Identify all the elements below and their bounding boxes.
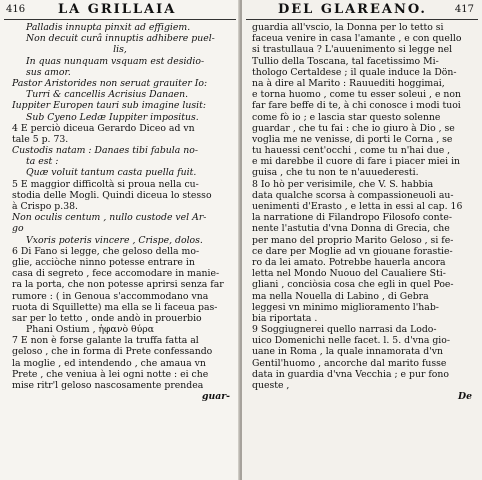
text-line: ra la porta, che non potesse aprirsi senza far bbox=[12, 279, 224, 291]
text-line: 5 E maggior difficoltà si proua nella cu- bbox=[12, 178, 199, 190]
text-line: data in guardia d'vna Vecchia ; e pur fono bbox=[252, 368, 449, 380]
text-line: geloso , che in forma di Prete confessando bbox=[12, 346, 213, 358]
left-page-header bbox=[0, 0, 240, 22]
text-line: Sub Cyeno Ledæ Iuppiter impositus. bbox=[26, 111, 199, 123]
text-line: casa di segreto , fece accomodare in manie- bbox=[12, 268, 220, 280]
text-line: Prete , che veniua à lei ogni notte : ei che bbox=[12, 368, 209, 380]
text-line: e torna huomo , come tu esser soleui , e non bbox=[252, 89, 461, 101]
text-line: la narratione di Filandropo Filosofo conte- bbox=[252, 212, 453, 224]
text-line: Non oculis centum , nullo custode vel Ar- bbox=[12, 212, 207, 224]
text-line: queste , bbox=[252, 380, 290, 391]
text-line: nente l'astutia d'vna Donna di Grecia, che bbox=[252, 223, 450, 235]
text-line: ta est : bbox=[26, 156, 59, 168]
text-line: Iuppiter Europen tauri sub imagine lusit: bbox=[12, 100, 206, 112]
text-line: uico Domenichi nelle facet. l. 5. d'vna gio- bbox=[252, 335, 451, 347]
text-line: 8 Io hò per verisimile, che V. S. habbia bbox=[252, 178, 434, 190]
text-line: 9 Soggiugnerei quello narrasi da Lodo- bbox=[252, 324, 437, 336]
text-line: far fare beffe di te, à chi conosce i modi tuoi bbox=[252, 100, 461, 112]
text-line: In quas nunquam vsquam est desidio- bbox=[26, 55, 205, 67]
text-line: ro da lei amato. Potrebbe hauerla ancora bbox=[252, 256, 446, 268]
right-page-header bbox=[242, 0, 482, 22]
right-page bbox=[242, 0, 482, 480]
text-line: Quæ voluit tantum casta puella fuit. bbox=[26, 167, 197, 179]
text-line: thologo Certaldese ; il quale induce la Dön- bbox=[252, 66, 457, 78]
text-line: 4 E perciò diceua Gerardo Diceo ad vn bbox=[12, 122, 195, 134]
right-page-text bbox=[242, 22, 482, 480]
header-rule bbox=[4, 19, 236, 20]
text-line: per mano del proprio Marito Geloso , si fe- bbox=[252, 234, 454, 246]
text-line: e mi darebbe il cuore di fare i piacer miei in bbox=[252, 156, 461, 168]
text-line: si trastullaua ? L'auuenimento si legge nel bbox=[252, 44, 453, 56]
header-rule bbox=[246, 19, 478, 20]
text-line: Palladis innupta pinxit ad effigiem. bbox=[26, 22, 191, 33]
text-line: 6 Di Fano si legge, che geloso della mo- bbox=[12, 245, 200, 257]
text-line: guardia all'vscio, la Donna per lo tetto si bbox=[252, 22, 444, 33]
text-line: faceua venire in casa l'amante , e con quello bbox=[252, 33, 462, 45]
text-line: voglia me ne venisse, di porti le Corna , se bbox=[252, 133, 453, 145]
text-line: tu hauessi cent'occhi , come tu n'hai due , bbox=[252, 145, 451, 157]
text-line: Turri & cancellis Acrisius Danaen. bbox=[26, 89, 189, 101]
text-line: uenimenti d'Erasto , e letta in essi al cap. 16 bbox=[252, 201, 463, 212]
text-line: Vxoris poteris vincere , Crispe, dolos. bbox=[26, 234, 203, 246]
text-line: la moglie , ed intendendo , che amaua vn bbox=[12, 357, 206, 369]
text-line: guisa , che tu non te n'auuederesti. bbox=[252, 167, 419, 179]
text-line: sus amor. bbox=[26, 66, 71, 78]
left-page-number: 416 bbox=[6, 4, 26, 15]
text-line: ruota di Squillette) ma ella se li faceua pas- bbox=[12, 301, 218, 313]
text-line: à Crispo p.38. bbox=[12, 201, 78, 212]
text-line: sar per lo tetto , onde andò in prouerbio bbox=[12, 312, 202, 324]
text-line: uane in Roma , la quale innamorata d'vn bbox=[252, 346, 443, 358]
text-line: leggesi vn minimo miglioramento l'hab- bbox=[252, 301, 439, 313]
text-line: na à dire al Marito : Rauuediti hoggimai, bbox=[252, 77, 445, 89]
text-line: Phani Ostium , ἡφανὸ θύρα bbox=[26, 324, 155, 336]
text-line: stodia delle Mogli. Quindi diceua lo stesso bbox=[12, 189, 212, 201]
text-line: Gentil'huomo , ancorche dal marito fusse bbox=[252, 357, 447, 369]
text-line: Custodis natam : Danaes tibi fabula no- bbox=[12, 145, 198, 157]
text-line: gliani , conciòsia cosa che egli in quel Poe- bbox=[252, 279, 454, 291]
text-line: rumore : ( in Genoua s'accommodano vna bbox=[12, 290, 209, 302]
left-page bbox=[0, 0, 240, 480]
right-running-title: DEL GLAREANO. bbox=[278, 2, 427, 17]
text-line: Non decuit curâ innuptis adhibere puel- bbox=[26, 33, 215, 45]
text-line: guardar , che tu fai : che io giuro à Dio , se bbox=[252, 122, 455, 134]
text-line: De bbox=[458, 391, 472, 403]
text-line: glie, acciòche ninno potesse entrare in bbox=[12, 256, 195, 268]
text-line: letta nel Mondo Nuouo del Caualiere Sti- bbox=[252, 268, 446, 280]
text-line: Tullio della Toscana, tal facetissimo Mi- bbox=[252, 55, 439, 67]
text-line: go bbox=[12, 223, 24, 235]
text-line: data qualche scorsa à compassioneuoli au- bbox=[252, 189, 454, 201]
text-line: lis, bbox=[113, 44, 127, 56]
text-line: 7 E non è forse galante la truffa fatta al bbox=[12, 335, 199, 347]
text-line: guar- bbox=[201, 391, 230, 403]
right-page-number: 417 bbox=[454, 4, 474, 15]
text-line: ma nella Nouella di Labino , di Gebra bbox=[252, 290, 429, 302]
text-line: come fò io ; e lascia star questo solenne bbox=[252, 111, 441, 123]
text-line: Pastor Aristorides non seruat grauiter Io: bbox=[12, 77, 208, 89]
text-line: ce dare per Moglie ad vn giouane forastie- bbox=[252, 245, 453, 257]
text-line: tale 5 p. 73. bbox=[12, 133, 69, 145]
text-line: mise ritr'l geloso nascosamente prendea bbox=[12, 380, 204, 391]
left-running-title: LA GRILLAIA bbox=[58, 2, 177, 17]
left-page-text bbox=[0, 22, 240, 480]
text-line: bia riportata . bbox=[252, 312, 318, 324]
